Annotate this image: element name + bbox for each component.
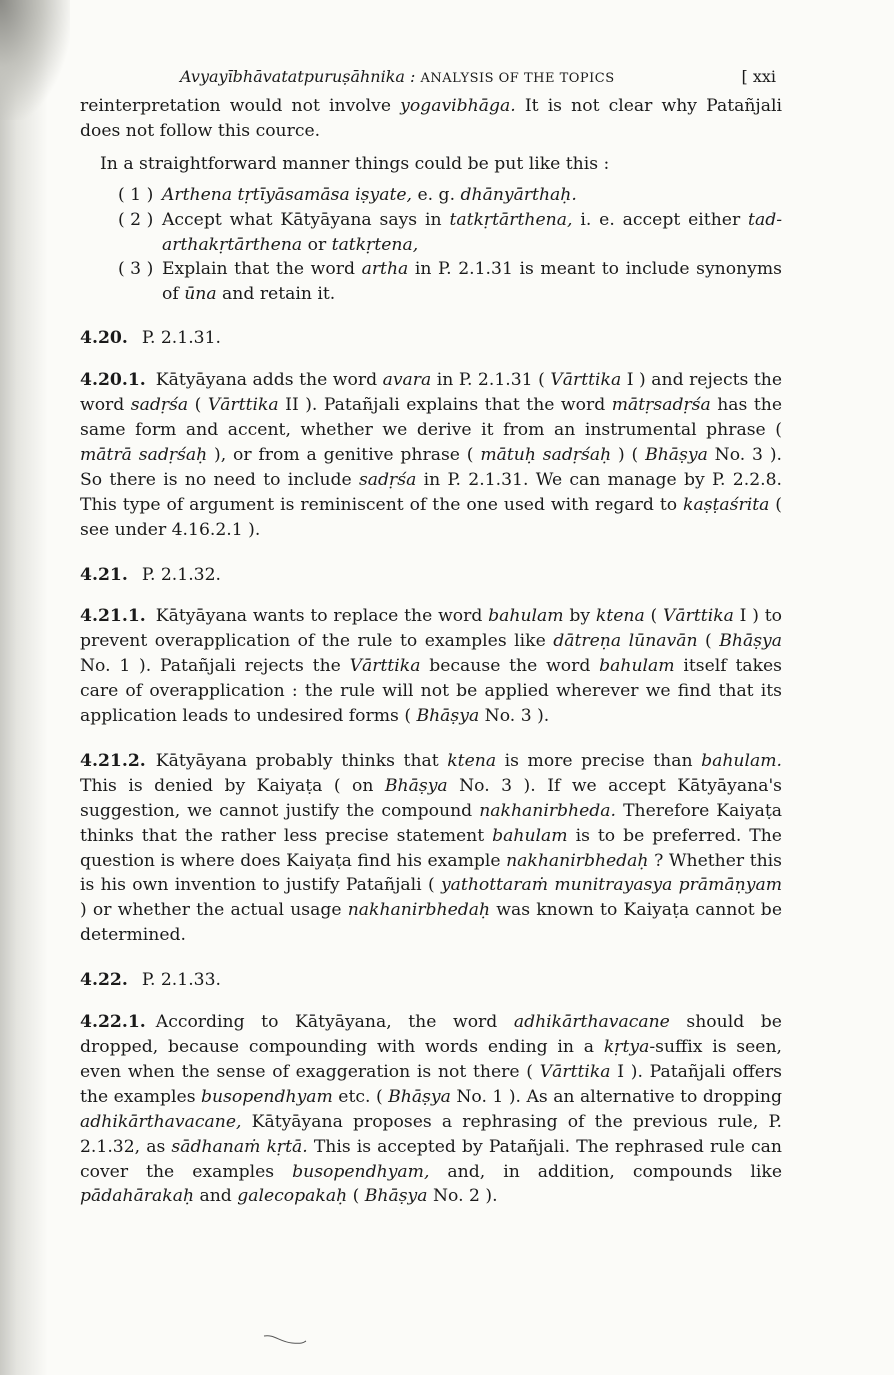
list-item: ( 3 ) Explain that the word artha in P. 2.1.31 is meant to include synonyms of ūna and retain it.	[118, 259, 783, 305]
paragraph-4-20-1: 4.20.1. Kātyāyana adds the word avara in P. 2.1.31 ( Vārttika I ) and rejects the word sadṛśa ( Vārttika II ). Patañjali explains that the word mātṛsadṛśa has the same form and accent, whether we derive it from an instrumental phrase ( mātrā sadṛśaḥ ), or from a genitive phrase ( mātuḥ sadṛśaḥ ) ( Bhāṣya No. 3 ). So there is no need to include sadṛśa in P. 2.1.31. We can manage by P. 2.2.8. This type of argument is reminiscent of the one used with regard to kaṣṭaśrita ( see under 4.16.2.1 ).	[80, 370, 783, 540]
section-heading-4-20: 4.20. P. 2.1.31.	[80, 328, 221, 349]
header-caps: ANALYSIS OF THE TOPICS	[420, 71, 615, 86]
options-list	[80, 183, 782, 308]
intro-paragraph-1: reinterpretation would not involve yogavibhāga. It is not clear why Patañjali does not follow this cource.	[80, 96, 782, 141]
list-item: ( 2 ) Accept what Kātyāyana says in tatkṛtārthena, i. e. accept either tad-arthakṛtārthena or tatkṛtena,	[118, 209, 783, 255]
header-title: Avyayībhāvatatpuruṣāhnika : ANALYSIS OF THE TOPICS	[180, 67, 615, 86]
book-binding-shadow	[0, 0, 48, 1375]
list-item: ( 1 ) Arthena tṛtīyāsamāsa iṣyate, e. g. dhānyārthaḥ.	[118, 184, 577, 205]
paragraph-4-21-1: 4.21.1. Kātyāyana wants to replace the word bahulam by ktena ( Vārttika I ) to prevent overapplication of the rule to examples like dātreṇa lūnavān ( Bhāṣya No. 1 ). Patañjali rejects the Vārttika because the word bahulam itself takes care of overapplication : the rule will not be applied wherever we find that its application leads to undesired forms ( Bhāṣya No. 3 ).	[80, 606, 783, 727]
running-header	[80, 60, 782, 90]
paragraph-4-22-1: 4.22.1. According to Kātyāyana, the word adhikārthavacane should be dropped, because compounding with words ending in a kṛtya-suffix is seen, even when the sense of exaggeration is not there ( Vārttika I ). Patañjali offers the examples busopendhyam etc. ( Bhāṣya No. 1 ). As an alternative to dropping adhikārthavacane, Kātyāyana proposes a rephrasing of the previous rule, P. 2.1.32, as sādhanaṁ kṛtā. This is accepted by Patañjali. The rephrased rule can cover the examples busopendhyam, and, in addition, compounds like pādahārakaḥ and galecopakaḥ ( Bhāṣya No. 2 ).	[80, 1012, 783, 1207]
page-number: [ xxi	[741, 67, 776, 86]
scan-corner-shadow	[0, 0, 70, 120]
section-heading-4-22: 4.22. P. 2.1.33.	[80, 970, 221, 991]
section-heading-4-21: 4.21. P. 2.1.32.	[80, 564, 221, 585]
paragraph-4-21-2: 4.21.2. Kātyāyana probably thinks that ktena is more precise than bahulam. This is denied by Kaiyaṭa ( on Bhāṣya No. 3 ). If we accept Kātyāyana's suggestion, we cannot justify the compound nakhanirbheda. Therefore Kaiyaṭa thinks that the rather less precise statement bahulam is to be preferred. The question is where does Kaiyaṭa find his example nakhanirbhedaḥ ? Whether this is his own invention to justify Patañjali ( yathottaraṁ munitrayasya prāmāṇyam ) or whether the actual usage nakhanirbhedaḥ was known to Kaiyaṭa cannot be determined.	[80, 750, 783, 946]
pencil-mark	[262, 1332, 308, 1346]
intro-paragraph-2: In a straightforward manner things could be put like this :	[100, 153, 610, 174]
document-page	[80, 60, 782, 1229]
